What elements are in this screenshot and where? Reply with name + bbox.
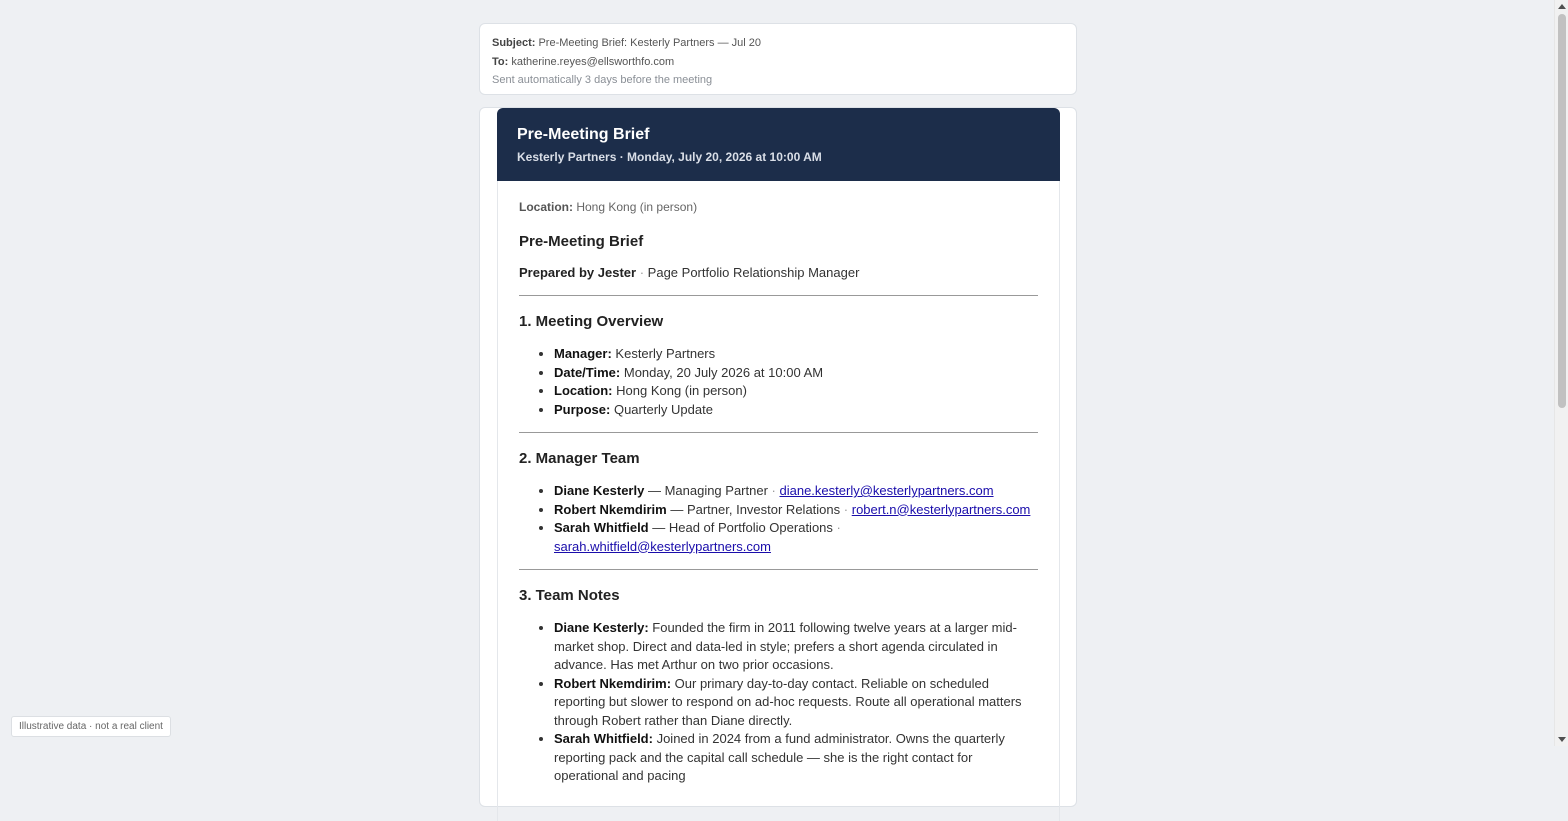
prepared-separator: · bbox=[639, 265, 645, 280]
banner-subtitle: Kesterly Partners · Monday, July 20, 2026 at 10:00 AM bbox=[517, 150, 822, 164]
section-heading-team: 2. Manager Team bbox=[519, 450, 640, 467]
location-label: Location: bbox=[519, 200, 573, 214]
list-item bbox=[554, 345, 1038, 364]
subject-value: Pre-Meeting Brief: Kesterly Partners — Jul 20 bbox=[538, 37, 761, 49]
member-email-link[interactable]: diane.kesterly@kesterlypartners.com bbox=[779, 483, 994, 498]
team-member bbox=[554, 482, 1038, 501]
section-heading-notes: 3. Team Notes bbox=[519, 587, 620, 604]
list-item bbox=[554, 382, 1038, 401]
item-value: Monday, 20 July 2026 at 10:00 AM bbox=[623, 364, 824, 380]
note-name: Sarah Whitfield: bbox=[554, 731, 653, 746]
member-email-link[interactable]: sarah.whitfield@kesterlypartners.com bbox=[554, 538, 771, 554]
note-text: Founded the firm in 2011 following twelve years at a larger mid-market shop. Direct and data-led in style; prefers a short agenda circulated in advance. Has met Arthur on two prior occasions. bbox=[554, 620, 1017, 672]
to-label: To: bbox=[492, 55, 509, 68]
email-body-card bbox=[479, 107, 1077, 807]
prepared-role: Page Portfolio Relationship Manager bbox=[647, 265, 860, 280]
member-name: Sarah Whitfield bbox=[554, 520, 649, 535]
section-heading-overview: 1. Meeting Overview bbox=[519, 313, 664, 330]
prepared-by-line bbox=[519, 264, 1038, 282]
note-name: Diane Kesterly: bbox=[554, 620, 649, 635]
divider bbox=[519, 432, 1038, 433]
to-value: katherine.reyes@ellsworthfo.com bbox=[511, 55, 675, 68]
member-role: — Head of Portfolio Operations bbox=[652, 520, 833, 535]
item-value: Quarterly Update bbox=[613, 401, 713, 417]
team-list bbox=[519, 482, 1038, 556]
brief-banner bbox=[497, 108, 1060, 181]
list-item bbox=[554, 401, 1038, 420]
subject-label: Subject: bbox=[492, 37, 536, 49]
brief-title: Pre-Meeting Brief bbox=[519, 233, 644, 250]
divider bbox=[519, 569, 1038, 570]
notes-list bbox=[519, 619, 1038, 786]
list-item bbox=[554, 364, 1038, 383]
note-name: Robert Nkemdirim: bbox=[554, 675, 672, 691]
item-label: Manager: bbox=[554, 346, 612, 361]
prepared-by-label: Prepared by Jester bbox=[519, 265, 637, 280]
item-value: Hong Kong (in person) bbox=[616, 383, 747, 398]
vertical-scrollbar[interactable] bbox=[1554, 0, 1568, 746]
email-header-card bbox=[479, 23, 1077, 95]
note-item bbox=[554, 619, 1038, 675]
location-line bbox=[519, 199, 1038, 215]
scroll-down-arrow-icon[interactable] bbox=[1558, 737, 1566, 742]
member-role: — Partner, Investor Relations bbox=[670, 501, 841, 517]
member-role: — Managing Partner bbox=[647, 483, 768, 498]
member-name: Diane Kesterly bbox=[554, 483, 645, 498]
subject-line bbox=[492, 34, 1064, 53]
item-label: Purpose: bbox=[554, 401, 611, 417]
banner-title: Pre-Meeting Brief bbox=[517, 126, 650, 143]
member-name: Robert Nkemdirim bbox=[554, 501, 667, 517]
to-line bbox=[492, 53, 1064, 72]
item-value: Kesterly Partners bbox=[615, 346, 716, 361]
brief-content bbox=[497, 181, 1060, 821]
note-item bbox=[554, 730, 1038, 786]
member-separator: · bbox=[836, 520, 841, 535]
member-email-link[interactable]: robert.n@kesterlypartners.com bbox=[851, 501, 1031, 517]
team-member bbox=[554, 501, 1038, 520]
member-separator: · bbox=[843, 501, 849, 517]
note-item bbox=[554, 675, 1038, 731]
scrollbar-thumb[interactable] bbox=[1558, 14, 1566, 408]
scroll-up-arrow-icon[interactable] bbox=[1558, 4, 1566, 9]
note-text: Joined in 2024 from a fund administrator. Owns the quarterly reporting pack and the capital call schedule — she is the right contact for operational and pacing bbox=[554, 731, 1005, 783]
item-label: Date/Time: bbox=[554, 364, 621, 380]
overview-list bbox=[519, 345, 1038, 419]
illustrative-data-badge: Illustrative data · not a real client bbox=[11, 716, 171, 737]
send-note: Sent automatically 3 days before the meeting bbox=[492, 74, 713, 86]
divider bbox=[519, 295, 1038, 296]
note-text: Our primary day-to-day contact. Reliable on scheduled reporting but slower to respond on ad-hoc requests. Route all operational matters through Robert rather than Diane directly. bbox=[554, 675, 1022, 728]
team-member bbox=[554, 519, 1038, 556]
member-separator: · bbox=[771, 483, 776, 498]
location-value: Hong Kong (in person) bbox=[576, 200, 698, 214]
item-label: Location: bbox=[554, 383, 613, 398]
